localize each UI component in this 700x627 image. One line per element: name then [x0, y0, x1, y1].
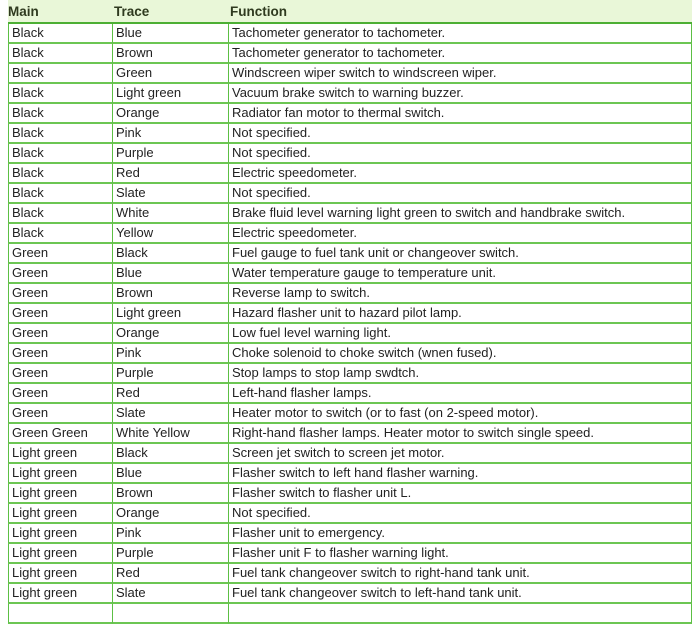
cell-main: Green — [8, 384, 112, 404]
table-row — [8, 424, 692, 444]
cell-trace: Pink — [112, 344, 228, 364]
cell-function: Radiator fan motor to thermal switch. — [228, 104, 692, 124]
cell-function: Water temperature gauge to temperature unit. — [228, 264, 692, 284]
table-row — [8, 524, 692, 544]
cell-function: Hazard flasher unit to hazard pilot lamp. — [228, 304, 692, 324]
cell-trace: Pink — [112, 124, 228, 144]
cell-function: Windscreen wiper switch to windscreen wiper. — [228, 64, 692, 84]
cell-trace: Black — [112, 444, 228, 464]
table-row — [8, 404, 692, 424]
cell-main: Black — [8, 124, 112, 144]
cell-trace: Purple — [112, 144, 228, 164]
table-row — [8, 184, 692, 204]
table-row — [8, 204, 692, 224]
cell-trace: Pink — [112, 524, 228, 544]
cell-trace: Yellow — [112, 224, 228, 244]
cell-main: Light green — [8, 444, 112, 464]
cell-main: Light green — [8, 504, 112, 524]
cell-trace: Green — [112, 64, 228, 84]
table-row — [8, 144, 692, 164]
cell-function: Heater motor to switch (or to fast (on 2-speed motor). — [228, 404, 692, 424]
cell-trace: Purple — [112, 544, 228, 564]
cell-main: Light green — [8, 524, 112, 544]
cell-function: Stop lamps to stop lamp swdtch. — [228, 364, 692, 384]
cell-main: Black — [8, 64, 112, 84]
cell-main: Black — [8, 164, 112, 184]
table-row — [8, 84, 692, 104]
wiring-color-table — [8, 0, 692, 624]
cell-trace: Red — [112, 384, 228, 404]
cell-trace: Blue — [112, 464, 228, 484]
cell-trace: Brown — [112, 284, 228, 304]
table-row — [8, 444, 692, 464]
table-row — [8, 284, 692, 304]
cell-function: Low fuel level warning light. — [228, 324, 692, 344]
cell-function: Vacuum brake switch to warning buzzer. — [228, 84, 692, 104]
header-main: Main — [8, 0, 112, 24]
table-row — [8, 44, 692, 64]
cell-function: Flasher unit F to flasher warning light. — [228, 544, 692, 564]
cell-main: Green — [8, 304, 112, 324]
cell-function: Electric speedometer. — [228, 224, 692, 244]
cell-main: Green — [8, 404, 112, 424]
wiring-color-table-container — [8, 0, 692, 627]
table-row — [8, 604, 692, 624]
cell-function: Brake fluid level warning light green to switch and handbrake switch. — [228, 204, 692, 224]
header-row — [8, 0, 692, 24]
cell-function: Reverse lamp to switch. — [228, 284, 692, 304]
table-row — [8, 264, 692, 284]
table-row — [8, 104, 692, 124]
cell-main: Light green — [8, 484, 112, 504]
table-row — [8, 504, 692, 524]
cell-function: Right-hand flasher lamps. Heater motor to switch single speed. — [228, 424, 692, 444]
cell-main: Black — [8, 84, 112, 104]
cell-function: Not specified. — [228, 124, 692, 144]
cell-trace: Light green — [112, 84, 228, 104]
table-row — [8, 124, 692, 144]
cell-main: Black — [8, 104, 112, 124]
cell-function: Fuel tank changeover switch to right-hand tank unit. — [228, 564, 692, 584]
cell-main: Green — [8, 284, 112, 304]
cell-function: Flasher switch to left hand flasher warning. — [228, 464, 692, 484]
cell-trace: Orange — [112, 504, 228, 524]
cell-trace: White — [112, 204, 228, 224]
cell-main: Green — [8, 364, 112, 384]
cell-main: Green — [8, 244, 112, 264]
cell-trace: Black — [112, 244, 228, 264]
cell-main: Black — [8, 184, 112, 204]
cell-trace: Brown — [112, 44, 228, 64]
cell-trace: Slate — [112, 404, 228, 424]
cell-trace: Orange — [112, 104, 228, 124]
table-row — [8, 344, 692, 364]
table-body — [8, 24, 692, 624]
cell-trace: Brown — [112, 484, 228, 504]
cell-function: Not specified. — [228, 504, 692, 524]
cell-trace: Blue — [112, 24, 228, 44]
table-row — [8, 564, 692, 584]
cell-main: Light green — [8, 544, 112, 564]
cell-function: Fuel gauge to fuel tank unit or changeover switch. — [228, 244, 692, 264]
cell-function: Not specified. — [228, 184, 692, 204]
cell-trace: Orange — [112, 324, 228, 344]
cell-function — [228, 604, 692, 624]
cell-trace: Blue — [112, 264, 228, 284]
cell-main — [8, 604, 112, 624]
cell-main: Black — [8, 144, 112, 164]
cell-trace: Light green — [112, 304, 228, 324]
cell-main: Black — [8, 24, 112, 44]
cell-trace: Slate — [112, 184, 228, 204]
table-row — [8, 64, 692, 84]
table-row — [8, 304, 692, 324]
cell-function: Choke solenoid to choke switch (wnen fused). — [228, 344, 692, 364]
cell-function: Flasher switch to flasher unit L. — [228, 484, 692, 504]
header-trace: Trace — [112, 0, 228, 24]
table-header — [8, 0, 692, 24]
cell-trace: Red — [112, 564, 228, 584]
table-row — [8, 324, 692, 344]
table-row — [8, 384, 692, 404]
table-row — [8, 484, 692, 504]
cell-main: Light green — [8, 584, 112, 604]
cell-function: Left-hand flasher lamps. — [228, 384, 692, 404]
cell-function: Tachometer generator to tachometer. — [228, 24, 692, 44]
cell-main: Black — [8, 204, 112, 224]
cell-main: Green — [8, 264, 112, 284]
cell-main: Black — [8, 44, 112, 64]
table-row — [8, 224, 692, 244]
table-row — [8, 544, 692, 564]
table-row — [8, 24, 692, 44]
cell-function: Flasher unit to emergency. — [228, 524, 692, 544]
cell-function: Not specified. — [228, 144, 692, 164]
cell-function: Screen jet switch to screen jet motor. — [228, 444, 692, 464]
cell-function: Fuel tank changeover switch to left-hand tank unit. — [228, 584, 692, 604]
table-row — [8, 244, 692, 264]
cell-main: Green — [8, 344, 112, 364]
table-row — [8, 364, 692, 384]
cell-main: Black — [8, 224, 112, 244]
cell-function: Tachometer generator to tachometer. — [228, 44, 692, 64]
cell-main: Green Green — [8, 424, 112, 444]
cell-main: Light green — [8, 464, 112, 484]
cell-function: Electric speedometer. — [228, 164, 692, 184]
table-row — [8, 164, 692, 184]
cell-trace: White Yellow — [112, 424, 228, 444]
cell-trace: Red — [112, 164, 228, 184]
cell-main: Green — [8, 324, 112, 344]
cell-trace: Purple — [112, 364, 228, 384]
cell-trace — [112, 604, 228, 624]
header-function: Function — [228, 0, 692, 24]
table-row — [8, 584, 692, 604]
table-row — [8, 464, 692, 484]
cell-trace: Slate — [112, 584, 228, 604]
cell-main: Light green — [8, 564, 112, 584]
